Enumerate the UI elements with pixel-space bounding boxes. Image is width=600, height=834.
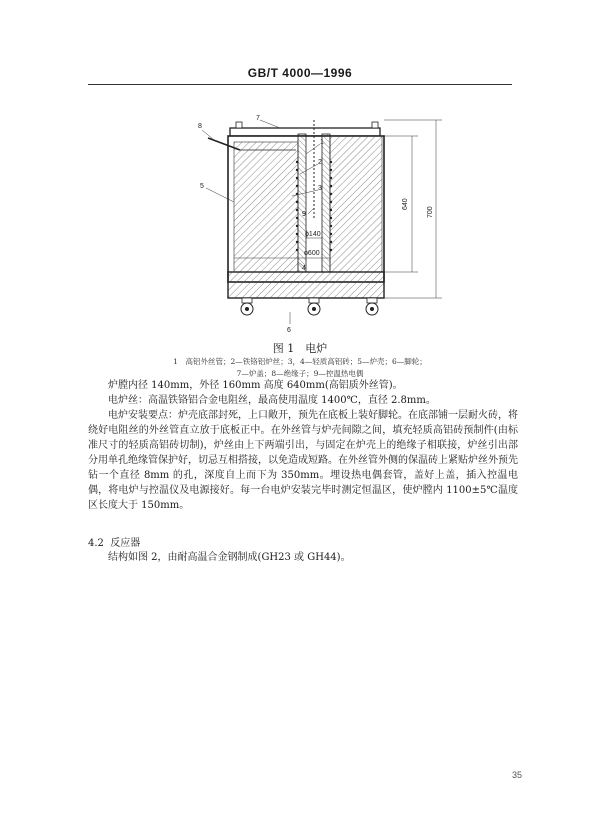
- section-body: [88, 550, 518, 565]
- furnace-diagram: [180, 112, 450, 334]
- paragraph: 电炉丝：高温铁铬铝合金电阻丝，最高使用温度 1400℃，直径 2.8mm。: [108, 395, 436, 406]
- label-7: 7: [256, 115, 260, 122]
- label-1: 1: [320, 139, 324, 146]
- label-4: 4: [302, 265, 306, 272]
- section-title: 反应器: [110, 538, 141, 549]
- label-5: 5: [200, 183, 204, 190]
- figure-caption: 图 1 电炉: [272, 342, 328, 355]
- figure-legend-line-1: 1 高铝外丝管；2—铁铬铝炉丝；3，4—轻质高铝砖；5—炉壳；6—脚轮；: [173, 357, 427, 366]
- paragraph: 炉膛内径 140mm，外径 160mm 高度 640mm(高铝质外丝管)。: [108, 380, 403, 391]
- paragraph: 电炉安装要点：炉壳底部封死，上口敞开，预先在底板上装好脚轮。在底部铺一层耐火砖，将绕好电阻丝的外丝管直立放于底板正中。在外丝管与炉壳间隙之间，填充轻质高铝砖预制件(由标准尺寸的轻质高铝砖切制)，炉丝由上下两端引出，与固定在炉壳上的绝缘子相联接，炉丝引出部分用单孔绝缘管保护好，切忌互相搭接，以免造成短路。在外丝管外侧的保温砖上紧贴炉丝外预先钻一个直径 8mm 的孔，深度自上而下为 350mm。埋设热电偶套管，盖好上盖，插入控温电偶，将电炉与控温仪及电源接好。每一台电炉安装完毕时测定恒温区，使炉膛内 1100±5℃温度区长度大于 150mm。: [88, 410, 518, 511]
- dim-700: 700: [427, 206, 434, 218]
- furnace-base: [228, 272, 384, 298]
- label-2: 2: [318, 159, 322, 166]
- label-8: 8: [198, 123, 202, 130]
- section-number: 4.2: [88, 538, 104, 549]
- dim-d140: ϕ140: [305, 231, 321, 238]
- outer-tube-wall-right: [322, 134, 330, 272]
- section-heading: [88, 534, 140, 549]
- paragraph: 结构如图 2，由耐高温合金钢制成(GH23 或 GH44)。: [108, 552, 351, 563]
- caster-middle: [308, 298, 320, 315]
- caster-left: [241, 298, 253, 315]
- dim-d600: ϕ600: [304, 250, 320, 257]
- standard-header: GB/T 4000—1996: [247, 66, 353, 80]
- header-rule: [88, 84, 512, 85]
- right-insulation-brick: [330, 136, 382, 272]
- left-insulation-brick: [234, 142, 298, 272]
- dim-640: 640: [402, 198, 409, 210]
- page-number: 35: [512, 770, 523, 780]
- caster-right: [366, 298, 378, 315]
- figure-legend-line-2: 7—炉盖；8—绝缘子；9—控温热电偶: [236, 369, 364, 378]
- label-6: 6: [287, 327, 291, 334]
- label-3: 3: [318, 185, 322, 192]
- body-text: [88, 378, 518, 513]
- label-9: 9: [302, 211, 306, 218]
